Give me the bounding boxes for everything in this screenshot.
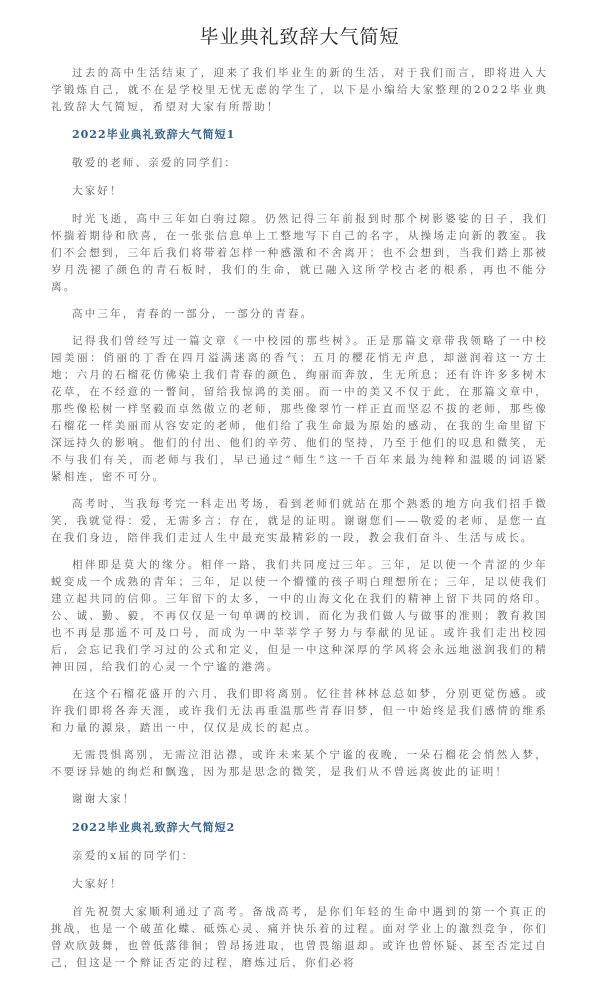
paragraph: 高中三年，青春的一部分，一部分的青春。 [72,308,314,320]
salutation: 亲爱的x届的同学们： [72,850,195,862]
paragraph: 无需畏惧离别，无需泣泪沾襟，或许未来某个宁谧的夜晚，一朵石榴花会悄然入梦，不要讶异她的绚烂和飘逸，因为那是思念的微笑，是我们从不曾远离彼此的证明！ [51,749,548,778]
salutation: 敬爱的老师、亲爱的同学们： [72,157,238,169]
paragraph: 高考时，当我每考完一科走出考场，看到老师们就站在那个熟悉的地方向我们招手微笑，我就觉得：爱，无需多言；存在，就是的证明。谢谢您们——敬爱的老师，是您一直在我们身边，陪伴我们走过人生中最充实最精彩的一段，教会我们奋斗、生活与成长。 [51,498,548,544]
paragraph: 记得我们曾经写过一篇文章《一中校园的那些树》。正是那篇文章带我领略了一中校园美丽：俏丽的丁香在四月溢满迷离的香气；五月的樱花悄无声息，却滋润着这一方土地；六月的石榴花仿佛染上我们青春的颜色，绚丽而奔放，生无所息；还有许许多多树木花草，在不经意的一瞥间，留给我惊鸿的美丽。而一中的美又不仅于此，在那篇文章中，那些像松树一样坚毅而卓然傲立的老师，那些像翠竹一样正直而坚忍不拔的老师，那些像石榴花一样美丽而从容安定的老师，他们给了我生命最为原始的感动，在我的生命里留下深远持久的影响。他们的付出、他们的辛劳、他们的坚持，乃至于他们的叹息和微笑，无不与我们有关，而老师与我们，早已通过“师生”这一千百年来最为纯粹和温暖的词语紧紧相连，密不可分。 [51,335,548,483]
paragraph: 时光飞逝，高中三年如白驹过隙。仍然记得三年前报到时那个树影婆娑的日子，我们怀揣着期待和欣喜，在一张张信息单上工整地写下自己的名字，从操场走向新的教室。我们不会想到，三年后我们将带着怎样一种感激和不舍离开；也不会想到，当我们踏上那被岁月洗褪了颜色的青石板时，我们的生命，就已融入这所学校古老的根系，再也不能分离。 [51,213,548,293]
section-heading-1: 2022毕业典礼致辞大气简短1 [72,128,236,141]
greeting: 大家好！ [72,878,123,890]
intro-paragraph: 过去的高中生活结束了，迎来了我们毕业生的新的生活，对于我们而言，即将进入大学锻炼自己，就不在是学校里无忧无虑的学生了，以下是小编给大家整理的2022毕业典礼致辞大气简短，希望对大家有所帮助！ [51,67,548,113]
paragraph: 相伴即是莫大的缘分。相伴一路，我们共同度过三年。三年，足以使一个青涩的少年蜕变成一个成熟的青年；三年，足以使一个懵懂的孩子明白理想所在；三年，足以使我们建立起共同的信仰。三年留下的太多，一中的山海文化在我们的精神上留下共同的烙印。公、诚、勤、毅，不再仅仅是一句单调的校训，而化为我们做人与做事的准则；教育救国也不再是那遥不可及口号，而成为一中莘莘学子努力与奉献的见证。或许我们走出校园后，会忘记我们学习过的公式和定义，但是一中这种深厚的学风将会永远地滋润我们的精神田园，给我们的心灵一个宁谧的港湾。 [51,559,548,673]
paragraph: 首先祝贺大家顺利通过了高考。备战高考，是你们年轻的生命中遇到的第一个真正的挑战，也是一个破茧化蝶、砥炼心灵、痛并快乐着的过程。面对学业上的激烈竞争，你们曾欢欣鼓舞，也曾低落徘徊；曾昂扬进取，也曾畏缩退却。或许也曾怀疑、甚至否定过自己，但这是一个辩证否定的过程，磨炼过后，你们必将 [51,906,548,969]
section-heading-2: 2022毕业典礼致辞大气简短2 [72,821,236,834]
document-title: 毕业典礼致辞大气简短 [199,26,400,48]
closing: 谢谢大家！ [72,793,136,805]
greeting: 大家好！ [72,185,123,197]
document-page [51,0,548,982]
paragraph: 在这个石榴花盛开的六月，我们即将离别。忆往昔林林总总如梦，分别更觉伤感。或许我们即将各奔天涯，或许我们无法再重温那些青春旧梦，但一中始终是我们感情的维系和力量的源泉，踏出一中，仅仅是成长的起点。 [51,688,548,734]
